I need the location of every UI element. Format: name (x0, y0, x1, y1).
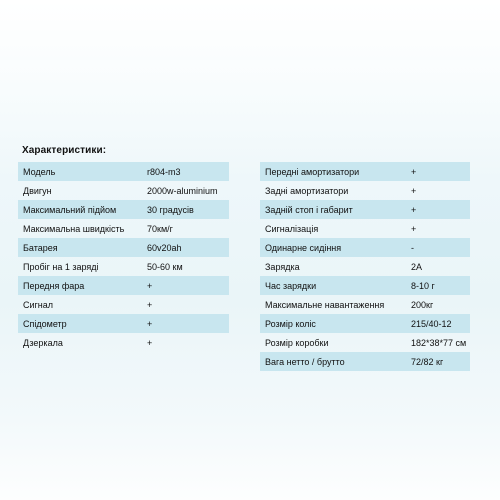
spec-row (260, 200, 470, 219)
spec-label: Максимальне навантаження (265, 299, 385, 310)
spec-value: 8-10 г (403, 276, 470, 295)
spec-value: + (403, 162, 470, 181)
spec-label: Передні амортизатори (260, 162, 403, 181)
spec-value: + (147, 337, 153, 348)
spec-value: - (403, 238, 470, 257)
spec-row (18, 162, 229, 181)
spec-value: 30 градусів (140, 200, 229, 219)
spec-row (18, 314, 229, 333)
spec-row (18, 333, 229, 352)
spec-row (18, 276, 229, 295)
spec-value: + (147, 299, 153, 310)
spec-label: Модель (18, 162, 140, 181)
spec-label: Сигнал (23, 299, 54, 310)
spec-value: + (140, 276, 229, 295)
spec-row (18, 181, 229, 200)
spec-row (18, 200, 229, 219)
spec-row (260, 295, 470, 314)
spec-row (260, 333, 470, 352)
spec-row (260, 219, 470, 238)
spec-label: Максимальна швидкість (23, 223, 125, 234)
spec-label: Батарея (18, 238, 140, 257)
spec-label: Задній стоп і габарит (260, 200, 403, 219)
spec-value: 2000w-aluminium (147, 185, 218, 196)
spec-row (260, 181, 470, 200)
spec-value: 215/40-12 (403, 314, 470, 333)
specs-table-left (18, 162, 229, 352)
spec-row (260, 162, 470, 181)
spec-value: + (140, 314, 229, 333)
spec-row (18, 257, 229, 276)
spec-row (260, 238, 470, 257)
spec-row (260, 352, 470, 371)
spec-label: Час зарядки (260, 276, 403, 295)
spec-label: Передня фара (18, 276, 140, 295)
spec-label: Пробіг на 1 заряді (23, 261, 99, 272)
spec-row (260, 314, 470, 333)
spec-value: 50-60 км (147, 261, 183, 272)
spec-row (18, 295, 229, 314)
spec-label: Двигун (23, 185, 52, 196)
spec-value: + (411, 185, 417, 196)
spec-label: Вага нетто / брутто (260, 352, 403, 371)
spec-value: 70км/г (147, 223, 173, 234)
specs-table-right (260, 162, 470, 371)
spec-row (18, 219, 229, 238)
spec-value: + (403, 200, 470, 219)
spec-label: Сигналізація (265, 223, 319, 234)
spec-value: r804-m3 (140, 162, 229, 181)
spec-value: 2A (411, 261, 423, 272)
spec-row (18, 238, 229, 257)
spec-label: Дзеркала (23, 337, 63, 348)
spec-label: Максимальний підйом (18, 200, 140, 219)
spec-value: 72/82 кг (403, 352, 470, 371)
spec-label: Розмір коробки (265, 337, 329, 348)
spec-label: Одинарне сидіння (260, 238, 403, 257)
spec-label: Розмір коліс (260, 314, 403, 333)
spec-value: 182*38*77 см (411, 337, 467, 348)
spec-label: Спідометр (18, 314, 140, 333)
spec-row (260, 257, 470, 276)
specs-title: Характеристики: (22, 145, 107, 156)
spec-value: + (411, 223, 417, 234)
spec-row (260, 276, 470, 295)
spec-label: Задні амортизатори (265, 185, 349, 196)
spec-label: Зарядка (265, 261, 300, 272)
spec-value: 60v20ah (140, 238, 229, 257)
spec-value: 200кг (411, 299, 434, 310)
